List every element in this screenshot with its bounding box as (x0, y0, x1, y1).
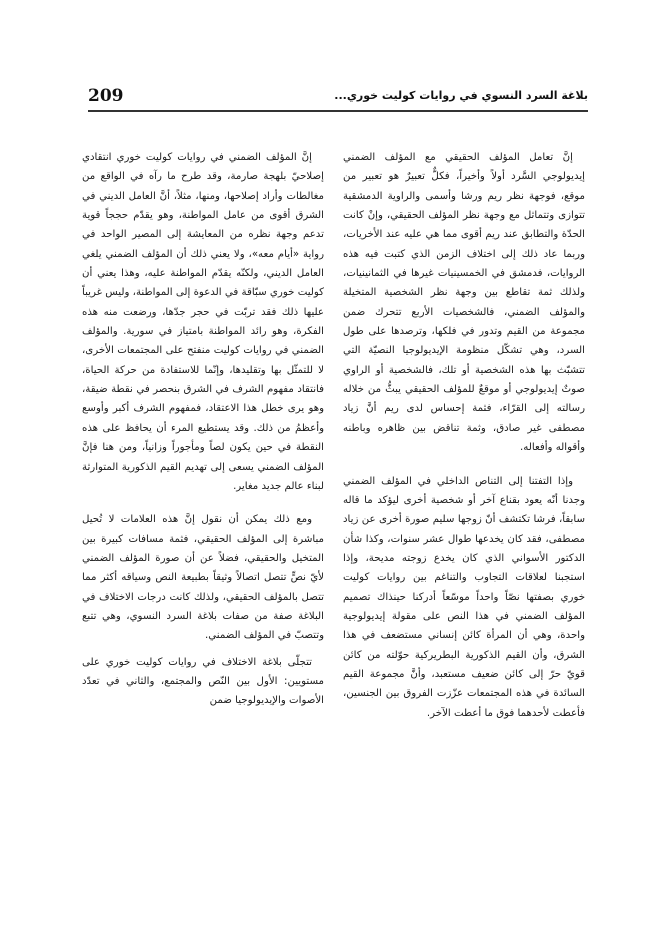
running-title: بلاغة السرد النسوي في روايات كوليت خوري... (334, 89, 588, 102)
left-paragraph-3: تتجلّى بلاغة الاختلاف في روايات كوليت خوري على مستويين: الأول بين النّص والمجتمع، والثاني في تعدّد الأصوات والإيديولوجيا ضمن (82, 656, 324, 707)
left-column (82, 148, 324, 707)
page-number: 209 (88, 86, 124, 106)
left-paragraph-1: إنَّ المؤلف الضمني في روايات كوليت خوري انتقادي إصلاحيّ بلهجة صارمة، وقد طرح ما رآه في الواقع من مغالطات وأراد إصلاحها، ومنها، مثلاً، أنَّ العامل الديني في الشرق أقوى من عامل المواطنة، وهو يقدّم حججاً قوية تدعم وجهة نظره من المعايشة إلى المصير الواحد في رواية «أيام معه»، ولا يعني ذلك أن المؤلف الضمني يلغي العامل الديني، ولكنّه يقدّم المواطنة عليه، وهذا يعني أن كوليت خوري سبّاقة في الدعوة إلى المواطنة، وليس غريباً عليها ذلك فقد تربّت في حجر جدّها، ورضعت منه هذه الفكرة، وهو رائد المواطنة بامتياز في سورية. والمؤلف الضمني في روايات كوليت منفتح على المجتمعات الأخرى، لا للتمثّل بها وتقليدها، وإنّما للاستفادة من حركة الحياة، فانتقاد مفهوم الشرف في الشرق بنحصر في نقطة ضيقة، وهو يرى خطل هذا الاعتقاد، فمفهوم الشرف أكبر وأوسع وأعظمُ من ذلك. وقد يستطيع المرء أن يحافظ على هذه النقطة في حين يكون لصاً ومأجوراً وزانياً، ومن هنا فإنَّ المؤلف الضمني يسعى إلى تهديم القيم الذكورية المتوارثة لبناء عالم جديد مغاير. (82, 152, 324, 492)
right-paragraph-1: إنَّ تعامل المؤلف الحقيقي مع المؤلف الضمني إيديولوجي السَّرد أولاً وأخيراً، فكلٌّ تعبيرٌ هو تعبير من موقع، فوجهة نظر ريم ورشا وأسمى والراوية الدمشقية تتوازى وتتماثل مع وجهة نظر المؤلف الحقيقي، وإنْ كانت الحدّة والتطابق عند ريم أقوى مما هي عليه عند الأخريات، وربما عاد ذلك إلى اختلاف الزمن الذي كتبت فيه هذه الروايات، فدمشق في الخمسينيات غيرها في الثمانينيات، ولذلك ثمة تقاطع بين وجهة نظر الشخصية المتخيلة والمؤلف الضمني، فالشخصيات الأربع تتحرك ضمن مجموعة من القيم وتدور في فلكها، وترصدها على طول السرد، وهي تشكّل منظومة الإيديولوجيا النصيّة التي تتشبّث بها هذه الشخصية أو تلك، فالشخصية أو الراوي صوتٌ إيديولوجي أو موقعٌ للمؤلف الحقيقي يبثُّ من خلاله رسالته إلى القرّاء، فثمة إحساس لدى ريم أنَّ زياد مصطفى غير صادق، وثمة تناقض بين ظاهره وباطنه وأقواله وأفعاله. (343, 152, 585, 454)
header-rule (88, 110, 588, 112)
left-paragraph-2: ومع ذلك يمكن أن نقول إنَّ هذه العلامات لا تُحيل مباشرة إلى المؤلف الحقيقي، فثمة مسافات كبيرة بين المتخيل والحقيقي، فضلاً عن أن صورة المؤلف الضمني لأيّ نصٍّ تتصل اتصالاً وثيقاً بطبيعة النص وسياقه أكثر مما تتصل بالمؤلف الحقيقي، ولذلك كانت درجات الاختلاف في البلاغة صفة من صفات بلاغة السرد النسوي، وهي تتبع وتتصبّ في المؤلف الضمني. (82, 514, 324, 642)
right-paragraph-2: وإذا التفتنا إلى التناص الداخلي في المؤلف الضمني وجدنا أنّه يعود بقناع آخر أو شخصية أخرى ليؤكد ما قاله سابقاً، فرشا تكتشف أنّ زوجها سليم صورة أخرى عن زياد مصطفى، فقد كان يخدعها طوال عشر سنوات، وكذا شأن الدكتور الأسواني الذي كان يخدع زوجته مديحة، وإذا استجبنا لعلاقات التجاوب والتناغم بين روايات كوليت خوري بصفتها نصّاً واحداً موسّعاً أدركنا حينذاك تصميم المؤلف الضمني في هذا النص على مقولة إيديولوجية واحدة، وهي أن المرأة كائن إنساني مستضعف في هذا الشرق، وأن القيم الذكورية البطريركية حوّلته من كائن قويّ حرّ إلى كائن ضعيف مستعبد، وأنَّ مجموعة القيم السائدة في هذه المجتمعات عزّزت الفروق بين الجنسين، فأعطت لأحدهما فوق ما أعطت الآخر. (343, 475, 585, 719)
right-column (343, 148, 585, 719)
page-header (88, 86, 588, 112)
